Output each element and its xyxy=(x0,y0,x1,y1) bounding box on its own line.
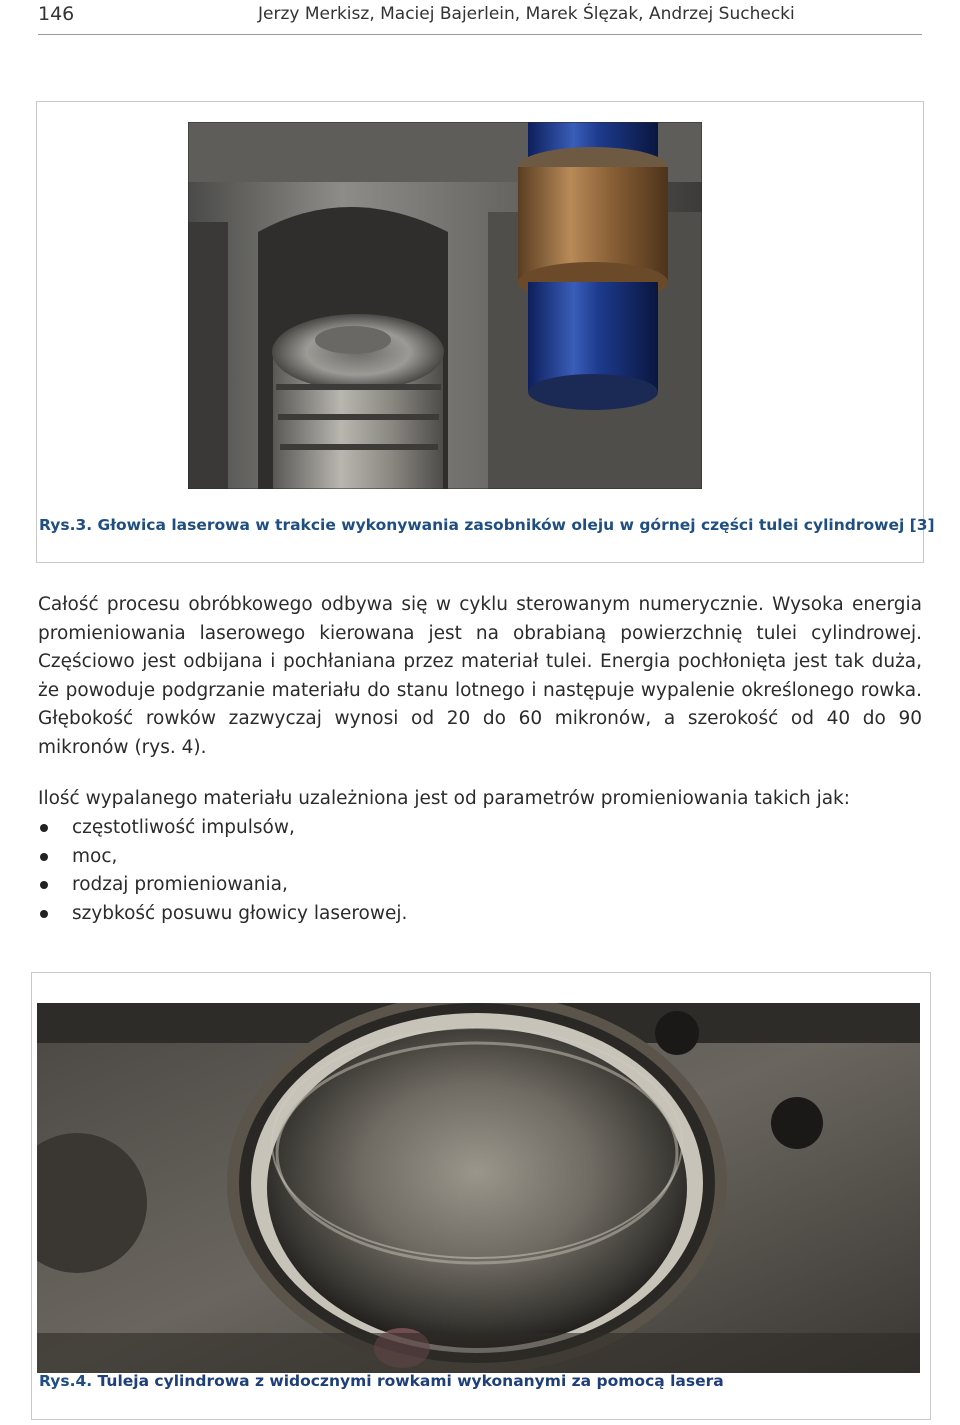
list-item-text: moc, xyxy=(72,845,118,867)
bullet-icon xyxy=(40,824,48,832)
bullet-icon xyxy=(40,881,48,889)
page-number: 146 xyxy=(38,3,75,25)
page-header xyxy=(38,0,922,35)
list-item-text: szybkość posuwu głowicy laserowej. xyxy=(72,902,408,924)
list-item xyxy=(38,814,407,843)
figure-laser-head xyxy=(36,101,935,563)
list-item xyxy=(38,900,407,929)
list-item xyxy=(38,843,407,872)
figure-label: Rys.3. xyxy=(39,516,93,534)
list-item-text: rodzaj promieniowania, xyxy=(72,874,288,896)
parameter-list xyxy=(38,814,407,928)
figure-caption xyxy=(39,516,935,534)
list-item xyxy=(38,871,407,900)
figure-caption-text: Tuleja cylindrowa z widocznymi rowkami wykonanymi za pomocą lasera xyxy=(92,1372,724,1390)
figure-caption-text: Głowica laserowa w trakcie wykonywania zasobników oleju w górnej części tulei cylindrowej [3] xyxy=(92,516,935,534)
body-paragraph: Całość procesu obróbkowego odbywa się w cyklu sterowanym numerycznie. Wysoka energia promieniowania laserowego kierowana jest na obrabianą powierzchnię tulei cylindrowej. Częściowo jest odbijana i pochłaniana przez materiał tulei. Energia pochłonięta jest tak duża, że powoduje podgrzanie materiału do stanu lotnego i następuje wypalenie określonego rowka. Głębokość rowków zazwyczaj wynosi od 20 do 60 mikronów, a szerokość od 40 do 90 mikronów (rys. 4). xyxy=(38,594,922,758)
bullet-icon xyxy=(40,853,48,861)
figure-label: Rys.4. xyxy=(39,1372,93,1390)
figure-caption xyxy=(39,1372,724,1390)
running-header-authors: Jerzy Merkisz, Maciej Bajerlein, Marek Ślęzak, Andrzej Suchecki xyxy=(258,4,795,24)
body-paragraph-intro: Ilość wypalanego materiału uzależniona jest od parametrów promieniowania takich jak: xyxy=(38,788,850,809)
laser-head-photo xyxy=(188,122,702,489)
figure-cylinder-liner xyxy=(31,972,931,1420)
bullet-icon xyxy=(40,910,48,918)
cylinder-liner-photo xyxy=(37,1003,920,1373)
list-item-text: częstotliwość impulsów, xyxy=(72,817,295,838)
